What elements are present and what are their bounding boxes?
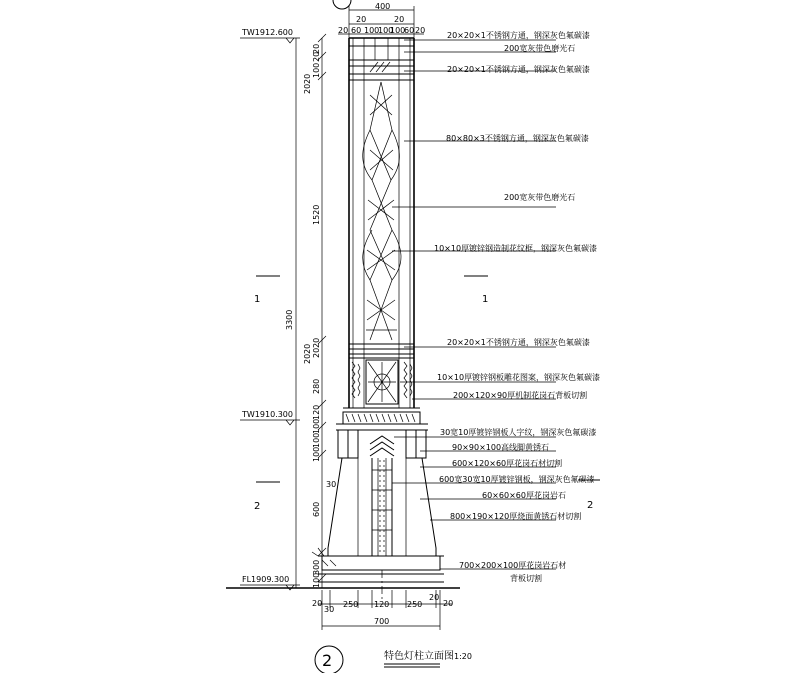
annotation-5: 200宽灰带色磨光石 bbox=[504, 193, 576, 202]
section-mark-2-right: 2 bbox=[587, 500, 594, 511]
annotation-texts bbox=[434, 30, 600, 583]
dim-lower-7: 100 bbox=[312, 572, 321, 588]
dim-bottom-5: 250 bbox=[407, 600, 423, 609]
annotation-9: 200×120×90厚机制花岗石背板切割 bbox=[453, 391, 588, 400]
dim-top-row-3: 100 bbox=[364, 26, 380, 35]
annotation-12: 600×120×60厚花岗石材切割 bbox=[452, 459, 563, 468]
dim-lower-2: 100 bbox=[312, 418, 321, 434]
annotation-15: 800×190×120厚烧面黄锈石材切割 bbox=[450, 512, 582, 521]
section-mark-1-right: 1 bbox=[482, 294, 489, 305]
dim-upper-1: 20 bbox=[312, 43, 321, 54]
elevation-top: TW1912.600 bbox=[242, 28, 293, 37]
annotation-10: 30宽10厚镀锌钢板人字纹，钢深灰色氟碳漆 bbox=[440, 428, 597, 437]
dim-lower-3: 100 bbox=[312, 432, 321, 448]
dim-upper-5: 20 bbox=[303, 83, 312, 94]
shaft-lattice-pattern bbox=[363, 82, 401, 340]
annotation-7: 20×20×1不锈钢方通，钢深灰色氟碳漆 bbox=[447, 338, 590, 347]
dim-top-row-5: 100 bbox=[390, 26, 406, 35]
dim-mid-4: 20 bbox=[303, 343, 312, 354]
dim-total-height: 3300 bbox=[285, 309, 294, 330]
drawing-scale: 1:20 bbox=[454, 652, 472, 661]
annotation-8: 10×10厚镀锌钢板雕花图案，钢深灰色氟碳漆 bbox=[437, 373, 601, 382]
dim-bottom-7: 20 bbox=[443, 599, 454, 608]
dim-upper-4: 20 bbox=[303, 73, 312, 84]
dim-lower-1: 120 bbox=[312, 404, 321, 420]
top-dimensions bbox=[338, 2, 425, 38]
dim-top-row-6: 60 bbox=[404, 26, 415, 35]
annotation-13: 600宽30宽10厚镀锌钢板，钢深灰色氟碳漆 bbox=[439, 475, 595, 484]
annotation-11: 90×90×100高线脚黄锈石 bbox=[452, 443, 550, 452]
annotation-2: 200宽灰带色磨光石 bbox=[504, 44, 576, 53]
section-mark-1-left: 1 bbox=[254, 294, 261, 305]
dim-upper-3: 100 bbox=[312, 62, 321, 78]
dim-top-overall: 400 bbox=[375, 2, 391, 11]
drawing-title-block bbox=[315, 646, 472, 673]
dim-shaft: 1520 bbox=[312, 204, 321, 225]
section-mark-2-left: 2 bbox=[254, 501, 261, 512]
annotation-16: 700×200×100厚花岗岩石材 bbox=[459, 561, 567, 570]
dim-bottom-overall: 700 bbox=[374, 617, 390, 626]
dim-mid-2: 20 bbox=[312, 347, 321, 358]
annotation-17: 背板切割 bbox=[510, 574, 542, 583]
annotation-3: 20×20×1不锈钢方通，钢深灰色氟碳漆 bbox=[447, 65, 590, 74]
dim-top-row-7: 20 bbox=[415, 26, 426, 35]
dim-bottom-4: 120 bbox=[374, 600, 390, 609]
annotation-1: 20×20×1不锈钢方通，钢深灰色氟碳漆 bbox=[447, 31, 590, 40]
leader-lines bbox=[392, 40, 556, 569]
dim-top-row-1: 20 bbox=[338, 26, 349, 35]
dim-side: 30 bbox=[326, 480, 337, 489]
dim-mid-1: 20 bbox=[312, 337, 321, 348]
drawing-number: 2 bbox=[322, 651, 333, 670]
annotation-6: 10×10厚镀锌钢造制花纹框，钢深灰色氟碳漆 bbox=[434, 244, 598, 253]
dim-lower-4: 100 bbox=[312, 446, 321, 462]
dim-mid-3: 280 bbox=[312, 378, 321, 394]
detail-circle-top bbox=[333, 0, 351, 9]
lamp-post-body bbox=[226, 38, 460, 600]
dim-top-row-4: 100 bbox=[378, 26, 394, 35]
dim-bottom-6: 20 bbox=[429, 593, 440, 602]
elevation-mid: TW1910.300 bbox=[242, 410, 293, 419]
dim-upper-2: 20 bbox=[312, 51, 321, 62]
drawing-title: 特色灯柱立面图 bbox=[384, 651, 454, 662]
dim-top-row-2: 60 bbox=[351, 26, 362, 35]
annotation-14: 60×60×60厚花岗岩石 bbox=[482, 491, 566, 500]
elevation-floor: FL1909.300 bbox=[242, 575, 290, 584]
dim-lower-5: 600 bbox=[312, 501, 321, 517]
dim-bottom-1: 20 bbox=[312, 599, 323, 608]
bottom-dimensions bbox=[312, 590, 453, 630]
dim-top-sub-1: 20 bbox=[356, 15, 367, 24]
dim-mid-5: 20 bbox=[303, 353, 312, 364]
annotation-4: 80×80×3不锈钢方通，钢深灰色氟碳漆 bbox=[446, 134, 589, 143]
dim-lower-6: 300 bbox=[312, 559, 321, 575]
dim-bottom-2: 30 bbox=[324, 605, 335, 614]
dim-top-sub-2: 20 bbox=[394, 15, 405, 24]
dim-bottom-3: 250 bbox=[343, 600, 359, 609]
